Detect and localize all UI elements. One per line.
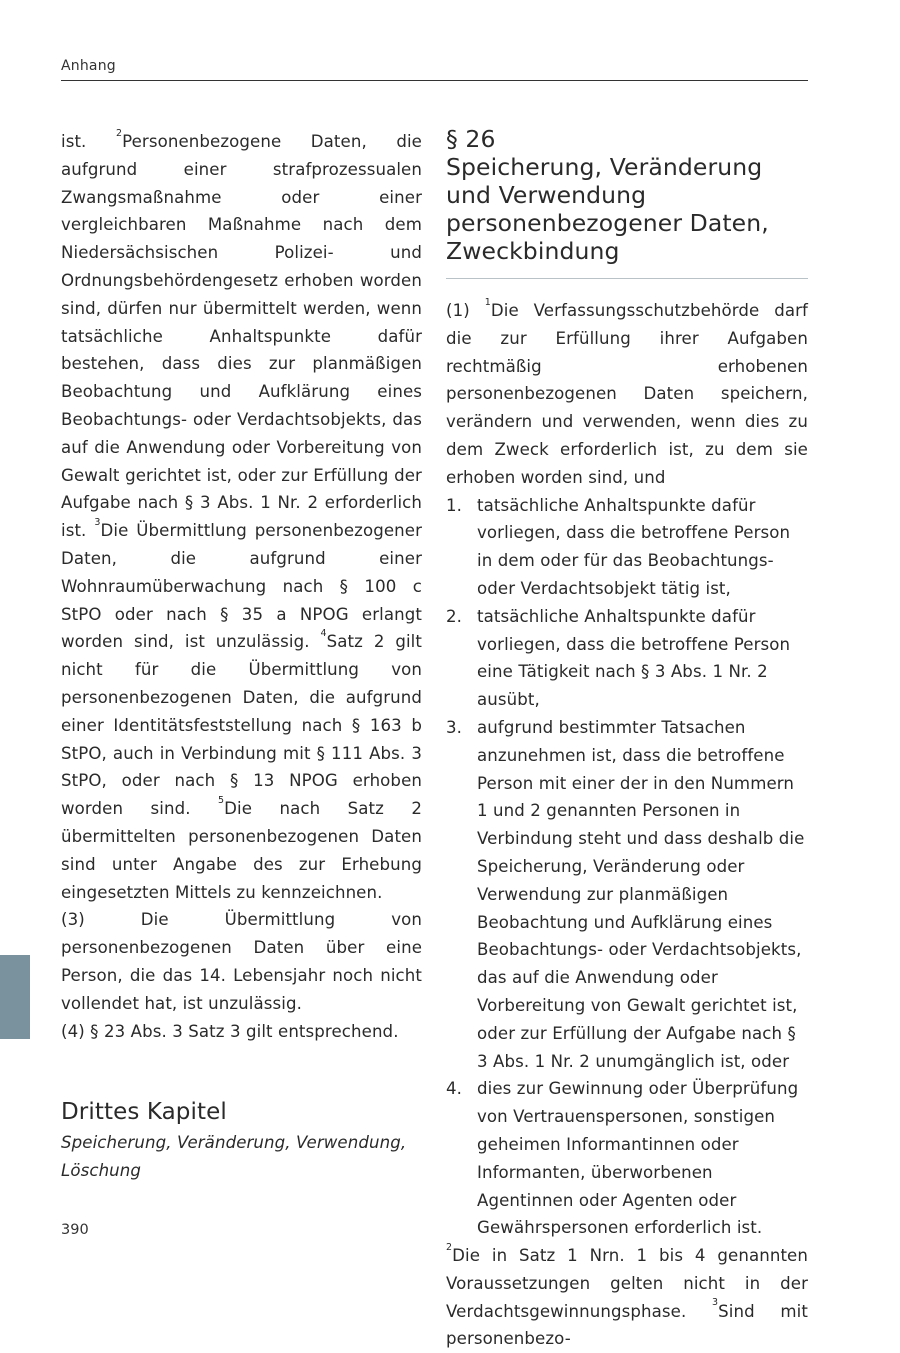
list-item-text: aufgrund bestimmter Tatsachen anzunehmen ist, dass die betroffene Person mit einer der in den Nummern 1 und 2 genannten Personen in Verbindung steht und dass deshalb die Speicherung, Veränderung oder Verwendung zur planmäßigen Beobachtung und Aufklärung eines Beobachtungs- oder Verdachtsobjekts, das auf die Anwendung oder Vorbereitung von Gewalt gerichtet ist, oder zur Erfüllung der Aufgabe nach § 3 Abs. 1 Nr. 2 unumgänglich ist, oder [477,717,805,1071]
section-closing: $^2$Die in Satz 1 Nrn. 1 bis 4 genannten Voraussetzungen gelten nicht in der Verdachtsgewinnungsphase. $^3$Sind mit personenbezo- [446,1241,808,1349]
section-intro: (1) $^1$Die Verfassungsschutzbehörde darf die zur Erfüllung ihrer Aufgaben rechtmäßig erhobenen personenbezogenen Daten speichern, verändern und verwenden, wenn dies zu dem Zweck erforderlich ist, zu dem sie erhoben worden sind, und [446,296,809,487]
right-column [446,125,808,1353]
list-item-text: tatsächliche Anhaltspunkte dafür vorliegen, dass die betroffene Person eine Tätigkeit nach § 3 Abs. 1 Nr. 2 ausübt, [477,606,791,710]
left-paragraph-1: ist. $^2$Personenbezogene Daten, die aufgrund einer strafprozessualen Zwangsmaßnahme oder einer vergleichbaren Maßnahme nach dem Niedersächsischen Polizei- und Ordnungsbehördengesetz erhoben worden sind, dürfen nur übermittelt werden, wenn tatsächliche Anhaltspunkte dafür bestehen, dass dies zur planmäßigen Beobachtung und Aufklärung eines Beobachtungs- oder Verdachtsobjekts, das auf die Anwendung oder Vorbereitung von Gewalt gerichtet ist, oder zur Erfüllung der Aufgabe nach § 3 Abs. 1 Nr. 2 erforderlich ist. $^3$Die Übermittlung personenbezogener Daten, die aufgrund einer Wohnraumüberwachung nach § 100 c StPO oder nach § 35 a NPOG erlangt worden sind, ist unzulässig. $^4$Satz 2 gilt nicht für die Übermittlung von personenbezogenen Daten, die aufgrund einer Identitätsfeststellung nach § 163 b StPO, auch in Verbindung mit § 111 Abs. 3 StPO, oder nach § 13 NPOG erhoben worden sind. $^5$Die nach Satz 2 übermittelten personenbezogenen Daten sind unter Angabe des zur Erhebung eingesetzten Mittels zu kennzeichnen. [61,127,422,902]
list-item-number: 3. [446,717,463,737]
left-paragraph-3: (4) § 23 Abs. 3 Satz 3 gilt entsprechend. [61,1021,399,1041]
list-item-text: tatsächliche Anhaltspunkte dafür vorliegen, dass die betroffene Person in dem oder für das Beobachtungs- oder Verdachtsobjekt tätig ist, [477,495,791,598]
running-head: Anhang [61,58,116,74]
page-number: 390 [61,1222,89,1238]
left-column [61,128,422,1185]
section-rule [446,278,808,279]
chapter-title: Drittes Kapitel [61,1099,227,1126]
section-title: Speicherung, Veränderung und Verwendung personenbezogener Daten, Zweckbindung [446,153,769,265]
chapter-subtitle: Speicherung, Veränderung, Verwendung, Löschung [61,1133,407,1181]
numbered-list [446,492,808,1243]
left-paragraph-2: (3) Die Übermittlung von personenbezogenen Daten über eine Person, die das 14. Lebensjahr noch nicht vollendet hat, ist unzulässig. [61,910,422,1013]
list-item-number: 1. [446,495,463,515]
list-item [446,1075,808,1242]
list-item-number: 4. [446,1079,463,1099]
section-number: § 26 [446,125,496,153]
list-item-number: 2. [446,606,463,626]
thumb-index-tab [0,955,30,1039]
list-item-text: dies zur Gewinnung oder Überprüfung von Vertrauenspersonen, sonstigen geheimen Informantinnen oder Informanten, überworbenen Agentinnen oder Agenten oder Gewährspersonen erforderlich ist. [477,1079,799,1238]
header-rule [61,80,808,81]
list-item [446,492,808,603]
list-item [446,603,808,714]
list-item [446,714,808,1075]
